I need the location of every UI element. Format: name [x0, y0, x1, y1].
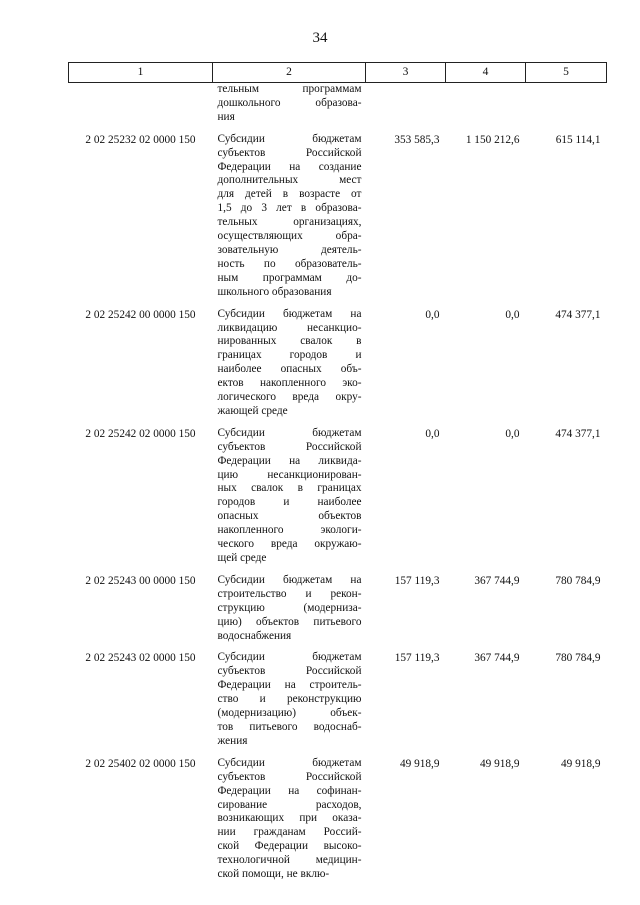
- value-col-4: 0,0: [505, 308, 520, 321]
- value-col-5: 49 918,9: [560, 757, 601, 770]
- description-cell: [213, 308, 366, 427]
- description-line: границах городов и: [217, 349, 362, 362]
- description-line: тельным программам: [217, 83, 362, 95]
- description-line: городов и наиболее: [217, 496, 362, 509]
- budget-code: 2 02 25242 02 0000 150: [85, 427, 196, 440]
- description-line: Субсидии бюджетам на: [217, 307, 362, 320]
- description-cell: [213, 574, 366, 652]
- budget-table: [68, 62, 607, 890]
- description-cell: [213, 427, 366, 574]
- description-line: осуществляющих обра-: [217, 230, 362, 243]
- description-line: для детей в возрасте от: [217, 188, 362, 201]
- description-line: 1,5 до 3 лет в образова-: [217, 202, 362, 215]
- description-line: (модернизацию) объек-: [217, 707, 362, 720]
- description-cell: [213, 133, 366, 308]
- description-line: тов питьевого водоснаб-: [217, 720, 362, 733]
- description-line: накопленного экологи-: [217, 524, 362, 537]
- description-line: ность по образователь-: [217, 257, 362, 270]
- code-cell: [69, 83, 213, 133]
- table-row-continuation: [69, 83, 607, 133]
- value-col-5: 780 784,9: [555, 652, 601, 665]
- description-line: сирование расходов,: [217, 798, 362, 811]
- description-line: ния: [217, 110, 235, 123]
- description-line: субъектов Российской: [217, 665, 362, 678]
- description-line: дошкольного образова-: [217, 96, 362, 109]
- value-cell-5: [526, 83, 607, 133]
- value-col-5: 474 377,1: [555, 308, 601, 321]
- description-line: субъектов Российской: [217, 770, 362, 783]
- column-header-1: 1: [69, 63, 213, 83]
- value-col-3: 49 918,9: [399, 757, 440, 770]
- description-line: цию) объектов питьевого: [217, 615, 362, 628]
- description-line: Субсидии бюджетам: [217, 426, 362, 439]
- budget-code: 2 02 25243 00 0000 150: [85, 574, 196, 587]
- value-cell-4: [446, 83, 526, 133]
- column-header-2: 2: [213, 63, 366, 83]
- description-line: зовательную деятель-: [217, 243, 362, 256]
- description-cell: [213, 757, 366, 890]
- description-line: технологичной медицин-: [217, 854, 362, 867]
- description-line: ство и реконструкцию: [217, 693, 362, 706]
- description-line: жения: [217, 734, 248, 747]
- column-header-3: 3: [366, 63, 446, 83]
- description-line: тельных организациях,: [217, 216, 362, 229]
- value-col-3: 353 585,3: [394, 133, 440, 146]
- value-col-4: 1 150 212,6: [465, 133, 520, 146]
- description-line: Федерации на создание: [217, 160, 362, 173]
- description-line: Субсидии бюджетам: [217, 132, 362, 145]
- description-line: субъектов Российской: [217, 146, 362, 159]
- description-line: ных свалок в границах: [217, 482, 362, 495]
- description-line: Субсидии бюджетам: [217, 756, 362, 769]
- value-col-4: 367 744,9: [474, 652, 520, 665]
- table-body: [69, 83, 607, 890]
- description-line: ектов накопленного эко-: [217, 377, 362, 390]
- description-line: субъектов Российской: [217, 440, 362, 453]
- column-header-4: 4: [446, 63, 526, 83]
- description-line: нии гражданам Россий-: [217, 826, 362, 839]
- table-row: [69, 574, 607, 652]
- description-line: дополнительных мест: [217, 174, 362, 187]
- table-row: [69, 133, 607, 308]
- value-col-4: 49 918,9: [479, 757, 520, 770]
- budget-code: 2 02 25402 02 0000 150: [85, 757, 196, 770]
- header-row: [69, 63, 607, 83]
- description-line: нированных свалок в: [217, 335, 362, 348]
- description-line: ным программам до-: [217, 271, 362, 284]
- value-col-3: 0,0: [425, 427, 440, 440]
- column-header-5: 5: [526, 63, 607, 83]
- description-line: строительство и рекон-: [217, 587, 362, 600]
- value-col-3: 157 119,3: [394, 652, 440, 665]
- page-number: 34: [312, 30, 328, 46]
- value-col-5: 615 114,1: [555, 133, 601, 146]
- budget-code: 2 02 25232 02 0000 150: [85, 133, 196, 146]
- description-line: ской помощи, не вклю-: [217, 868, 330, 881]
- budget-code: 2 02 25242 00 0000 150: [85, 308, 196, 321]
- description-line: ской Федерации высоко-: [217, 840, 362, 853]
- description-line: водоснабжения: [217, 629, 292, 642]
- description-line: Федерации на строитель-: [217, 679, 362, 692]
- value-col-5: 474 377,1: [555, 427, 601, 440]
- table-row: [69, 757, 607, 890]
- description-line: опасных объектов: [217, 510, 362, 523]
- table-row: [69, 651, 607, 756]
- description-line: цию несанкционирован-: [217, 468, 362, 481]
- table-header: [69, 63, 607, 83]
- value-col-4: 0,0: [505, 427, 520, 440]
- description-line: Субсидии бюджетам на: [217, 573, 362, 586]
- description-line: Федерации на софинан-: [217, 784, 362, 797]
- table-row: [69, 427, 607, 574]
- budget-code: 2 02 25243 02 0000 150: [85, 652, 196, 665]
- description-line: Субсидии бюджетам: [217, 651, 362, 664]
- description-line: струкцию (модерниза-: [217, 601, 362, 614]
- value-col-3: 0,0: [425, 308, 440, 321]
- description-line: Федерации на ликвида-: [217, 454, 362, 467]
- value-col-5: 780 784,9: [555, 574, 601, 587]
- description-line: логического вреда окру-: [217, 391, 362, 404]
- description-line: школьного образования: [217, 285, 332, 298]
- description-line: ликвидацию несанкцио-: [217, 321, 362, 334]
- description-line: возникающих при оказа-: [217, 812, 362, 825]
- description-line: жающей среде: [217, 404, 288, 417]
- value-col-3: 157 119,3: [394, 574, 440, 587]
- description-cell: [213, 651, 366, 756]
- value-col-4: 367 744,9: [474, 574, 520, 587]
- description-line: ческого вреда окружаю-: [217, 538, 362, 551]
- description-cell: [213, 83, 366, 133]
- description-line: щей среде: [217, 552, 267, 564]
- table-row: [69, 308, 607, 427]
- description-line: наиболее опасных объ-: [217, 363, 362, 376]
- value-cell-3: [366, 83, 446, 133]
